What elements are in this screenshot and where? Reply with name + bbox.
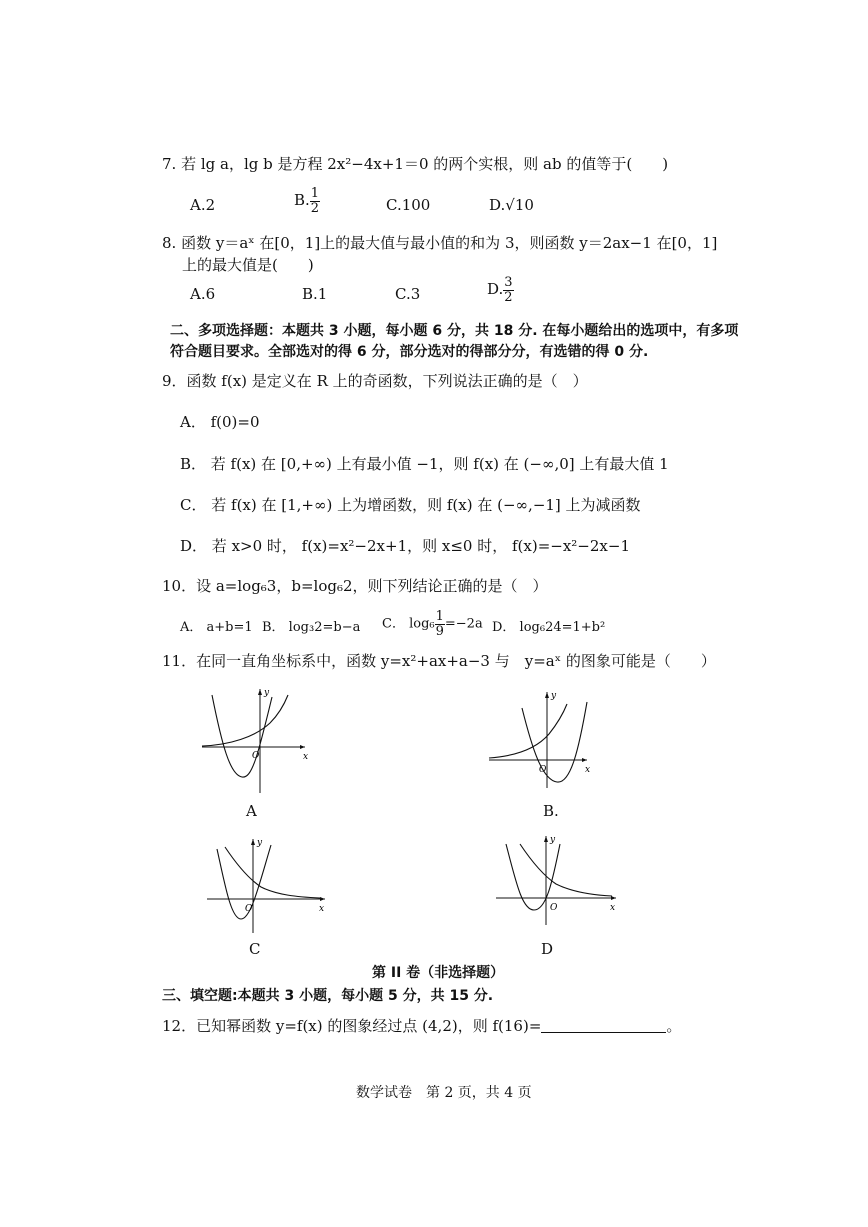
q7-option-d: D.√10 <box>489 196 534 214</box>
q8-option-a: A.6 <box>190 285 216 303</box>
q8-option-b: B.1 <box>302 285 328 303</box>
q11-stem: 11．在同一直角坐标系中，函数 y=x²+ax+a−3 与 y=aˣ 的图象可能是（ ） <box>162 652 716 670</box>
q12-stem: 12．已知幂函数 y=f(x) 的图象经过点 (4,2)，则 f(16)= 。 <box>162 1017 682 1035</box>
svg-text:y: y <box>550 835 556 845</box>
svg-text:y: y <box>257 838 263 848</box>
graph-a <box>200 685 310 795</box>
svg-text:y: y <box>264 688 270 698</box>
q10-option-d: D． log₆24=1+b² <box>492 620 606 635</box>
graph-b-label: B. <box>543 802 559 820</box>
page-footer: 数学试卷 第 2 页，共 4 页 <box>356 1085 532 1101</box>
svg-text:x: x <box>610 903 616 913</box>
q9-option-b: B． 若 f(x) 在 [0,+∞) 上有最小值 −1，则 f(x) 在 (−∞,0] 上有最大值 1 <box>180 455 669 473</box>
svg-text:x: x <box>319 904 325 914</box>
q8-option-d: D. $\frac{3}{2}$ <box>487 275 513 305</box>
q10-option-c: C． log₆ $\frac{1}{9}$ =−2a <box>382 609 483 639</box>
q9-stem: 9．函数 f(x) 是定义在 R 上的奇函数，下列说法正确的是（ ） <box>162 372 588 390</box>
svg-text:O: O <box>245 904 253 914</box>
svg-text:x: x <box>585 765 591 775</box>
q10-option-b: B． log₃2=b−a <box>262 620 361 635</box>
svg-text:O: O <box>550 903 558 913</box>
q10-stem: 10．设 a=log₆3，b=log₆2，则下列结论正确的是（ ） <box>162 577 548 595</box>
q8-stem-line1: 8. 函数 y＝aˣ 在[0，1]上的最大值与最小值的和为 3，则函数 y＝2ax−1 在[0，1] <box>162 234 718 252</box>
svg-text:y: y <box>551 691 557 701</box>
svg-text:x: x <box>303 752 309 762</box>
q7-option-a: A.2 <box>190 196 216 214</box>
q7-option-b: B. $\frac{1}{2}$ <box>294 186 320 216</box>
section3-heading: 三、填空题:本题共 3 小题，每小题 5 分，共 15 分. <box>162 988 494 1004</box>
graph-b <box>487 688 597 793</box>
svg-text:O: O <box>539 765 547 775</box>
q8-stem-line2: 上的最大值是( ) <box>182 256 314 274</box>
q9-option-d: D． 若 x>0 时， f(x)=x²−2x+1，则 x≤0 时， f(x)=−x²−2x−1 <box>180 537 630 555</box>
q7-stem: 7. 若 lg a，lg b 是方程 2x²−4x+1＝0 的两个实根，则 ab 的值等于( ) <box>162 155 669 173</box>
graph-d-label: D <box>541 940 554 958</box>
q7-option-c: C.100 <box>386 196 431 214</box>
q8-option-c: C.3 <box>395 285 421 303</box>
graph-a-label: A <box>246 802 257 820</box>
q9-option-a: A． f(0)=0 <box>180 413 260 431</box>
section2-heading-line1: 二、多项选择题：本题共 3 小题，每小题 6 分，共 18 分. 在每小题给出的选项中，有多项 <box>170 323 739 339</box>
graph-d <box>494 832 619 927</box>
graph-c <box>205 835 330 935</box>
svg-text:O: O <box>252 751 260 761</box>
section2-heading-line2: 符合题目要求。全部选对的得 6 分，部分选对的得部分分，有选错的得 0 分. <box>170 344 649 360</box>
graph-c-label: C <box>249 940 261 958</box>
q12-answer-blank[interactable] <box>541 1018 666 1033</box>
part2-title: 第 II 卷（非选择题） <box>372 965 505 981</box>
q10-option-a: A． a+b=1 <box>180 620 253 635</box>
q9-option-c: C． 若 f(x) 在 [1,+∞) 上为增函数，则 f(x) 在 (−∞,−1] 上为减函数 <box>180 496 641 514</box>
